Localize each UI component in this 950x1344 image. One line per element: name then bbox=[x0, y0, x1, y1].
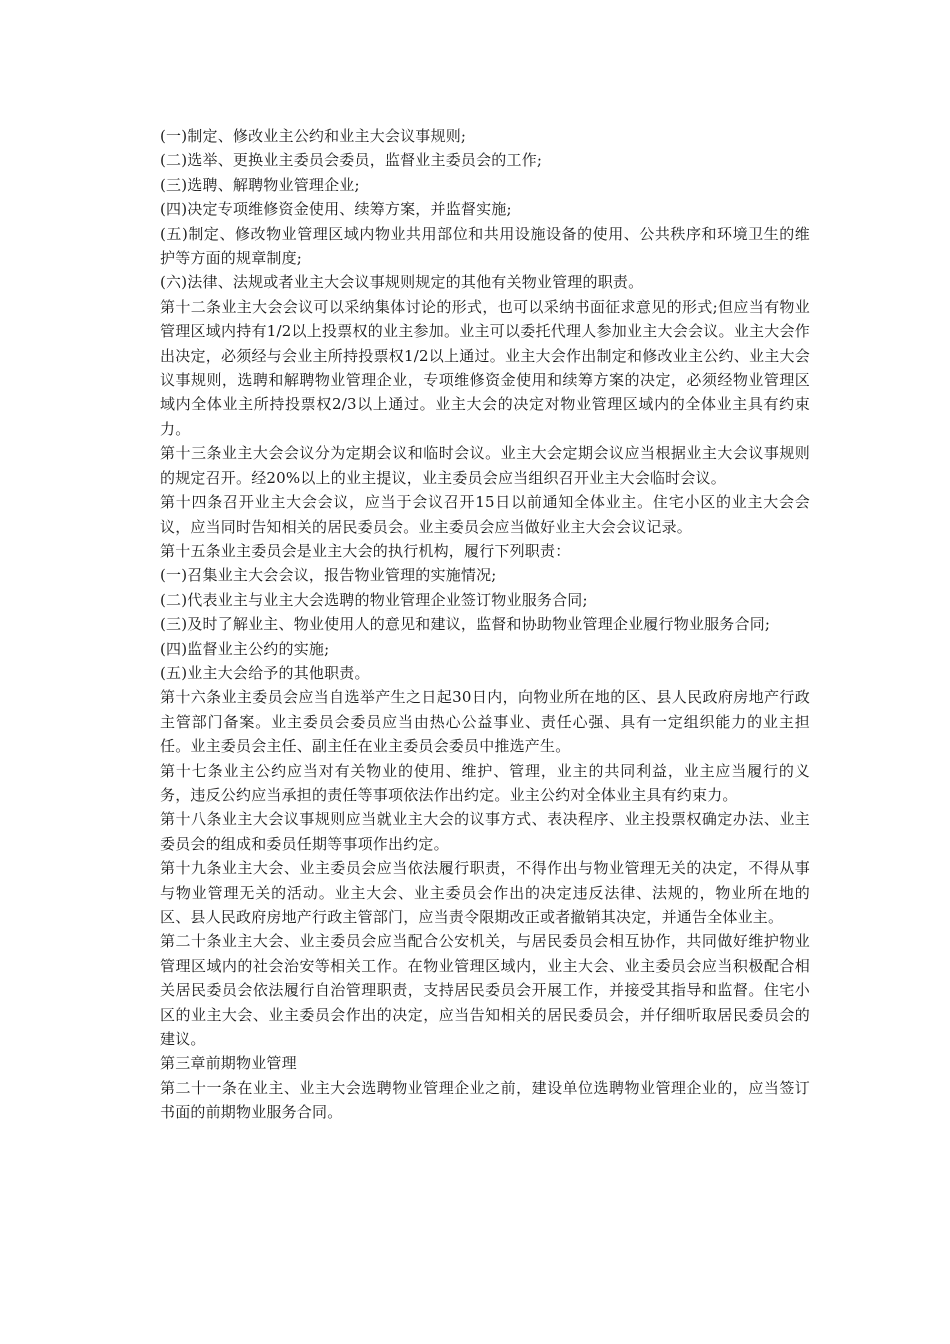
paragraph-4: (四)决定专项维修资金使用、续筹方案，并监督实施; bbox=[160, 200, 512, 219]
chapter-3-heading: 第三章前期物业管理 bbox=[160, 1054, 297, 1073]
article-14: 第十四条召开业主大会会议，应当于会议召开15日以前通知全体业主。住宅小区的业主大会会议，应当同时告知相关的居民委员会。业主委员会应当做好业主大会会议记录。 bbox=[160, 493, 810, 536]
paragraph-2: (二)选举、更换业主委员会委员，监督业主委员会的工作; bbox=[160, 151, 543, 170]
article-15-item-1: (一)召集业主大会会议，报告物业管理的实施情况; bbox=[160, 566, 497, 585]
paragraph-6: (六)法律、法规或者业主大会议事规则规定的其他有关物业管理的职责。 bbox=[160, 273, 644, 292]
article-17: 第十七条业主公约应当对有关物业的使用、维护、管理，业主的共同利益，业主应当履行的义务，违反公约应当承担的责任等事项依法作出约定。业主公约对全体业主具有约束力。 bbox=[160, 761, 810, 804]
article-16: 第十六条业主委员会应当自选举产生之日起30日内，向物业所在地的区、县人民政府房地产行政主管部门备案。业主委员会委员应当由热心公益事业、责任心强、具有一定组织能力的业主担任。业主委员会主任、副主任在业主委员会委员中推选产生。 bbox=[160, 688, 810, 756]
article-19: 第十九条业主大会、业主委员会应当依法履行职责，不得作出与物业管理无关的决定，不得从事与物业管理无关的活动。业主大会、业主委员会作出的决定违反法律、法规的，物业所在地的区、县人民政府房地产行政主管部门，应当责令限期改正或者撤销其决定，并通告全体业主。 bbox=[160, 859, 810, 926]
article-12: 第十二条业主大会会议可以采纳集体讨论的形式，也可以采纳书面征求意见的形式;但应当有物业管理区域内持有1/2以上投票权的业主参加。业主可以委托代理人参加业主大会会议。业主大会作出决定，必须经与会业主所持投票权1/2以上通过。业主大会作出制定和修改业主公约、业主大会议事规则，选聘和解聘物业管理企业，专项维修资金使用和续筹方案的决定，必须经物业管理区域内全体业主所持投票权2/3以上通过。业主大会的决定对物业管理区域内的全体业主具有约束力。 bbox=[160, 297, 810, 438]
article-20: 第二十条业主大会、业主委员会应当配合公安机关，与居民委员会相互协作，共同做好维护物业管理区域内的社会治安等相关工作。在物业管理区域内，业主大会、业主委员会应当积极配合相关居民委员会依法履行自治管理职责，支持居民委员会开展工作，并接受其指导和监督。住宅小区的业主大会、业主委员会作出的决定，应当告知相关的居民委员会，并仔细听取居民委员会的建议。 bbox=[160, 932, 810, 1049]
article-15-item-2: (二)代表业主与业主大会选聘的物业管理企业签订物业服务合同; bbox=[160, 590, 588, 609]
article-21: 第二十一条在业主、业主大会选聘物业管理企业之前，建设单位选聘物业管理企业的，应当签订书面的前期物业服务合同。 bbox=[160, 1078, 810, 1122]
article-15-item-5: (五)业主大会给予的其他职责。 bbox=[160, 663, 370, 682]
article-15-item-4: (四)监督业主公约的实施; bbox=[160, 639, 330, 658]
article-13: 第十三条业主大会会议分为定期会议和临时会议。业主大会定期会议应当根据业主大会议事规则的规定召开。经20%以上的业主提议，业主委员会应当组织召开业主大会临时会议。 bbox=[160, 444, 810, 487]
article-15-item-3: (三)及时了解业主、物业使用人的意见和建议，监督和协助物业管理企业履行物业服务合同; bbox=[160, 615, 771, 634]
paragraph-5: (五)制定、修改物业管理区域内物业共用部位和共用设施设备的使用、公共秩序和环境卫生的维护等方面的规章制度; bbox=[160, 224, 810, 268]
paragraph-1: (一)制定、修改业主公约和业主大会议事规则; bbox=[160, 127, 467, 145]
document-body bbox=[160, 124, 810, 1125]
article-15: 第十五条业主委员会是业主大会的执行机构，履行下列职责： bbox=[160, 541, 571, 560]
paragraph-3: (三)选聘、解聘物业管理企业; bbox=[160, 175, 360, 194]
article-18: 第十八条业主大会议事规则应当就业主大会的议事方式、表决程序、业主投票权确定办法、业主委员会的组成和委员任期等事项作出约定。 bbox=[160, 810, 810, 853]
